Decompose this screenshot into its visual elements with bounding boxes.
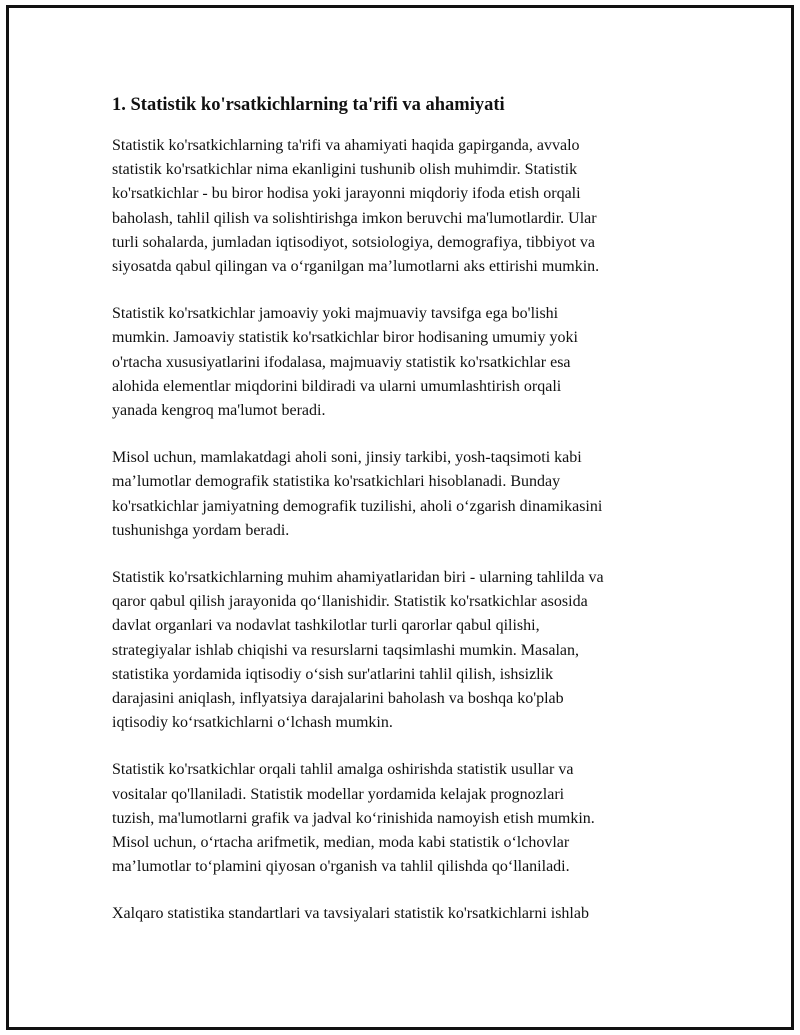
paragraph-1 [112, 134, 692, 279]
document-body [112, 92, 692, 950]
paragraph-line: statistika yordamida iqtisodiy o‘sish sur'atlarini tahlil qilish, ishsizlik [112, 665, 554, 683]
paragraph-line: vositalar qo'llaniladi. Statistik modellar yordamida kelajak prognozlari [112, 785, 565, 803]
paragraph-line: ko'rsatkichlar - bu biror hodisa yoki jarayonni miqdoriy ifoda etish orqali [112, 185, 581, 203]
paragraph-line: turli sohalarda, jumladan iqtisodiyot, sotsiologiya, demografiya, tibbiyot va [112, 233, 596, 251]
paragraph-3 [112, 446, 692, 543]
paragraph-6 [112, 902, 692, 926]
paragraph-line: tushunishga yordam beradi. [112, 521, 290, 539]
paragraph-line: iqtisodiy ko‘rsatkichlarni o‘lchash mumkin. [112, 714, 393, 732]
paragraph-4 [112, 566, 692, 735]
paragraph-line: qaror qabul qilish jarayonida qo‘llanishidir. Statistik ko'rsatkichlar asosida [112, 593, 588, 611]
paragraph-line: siyosatda qabul qilingan va o‘rganilgan ma’lumotlarni aks ettirishi mumkin. [112, 258, 600, 276]
paragraph-line: ma’lumotlar demografik statistika ko'rsatkichlari hisoblanadi. Bunday [112, 473, 561, 491]
paragraph-line: davlat organlari va nodavlat tashkilotlar turli qarorlar qabul qilishi, [112, 617, 540, 635]
paragraph-2 [112, 302, 692, 423]
paragraph-line: darajasini aniqlash, inflyatsiya darajalarini baholash va boshqa ko'plab [112, 690, 564, 708]
paragraph-line: ma’lumotlar to‘plamini qiyosan o'rganish va tahlil qilishda qo‘llaniladi. [112, 858, 570, 876]
paragraph-line: Statistik ko'rsatkichlarning ta'rifi va ahamiyati haqida gapirganda, avvalo [112, 137, 580, 154]
paragraph-line: Misol uchun, o‘rtacha arifmetik, median, moda kabi statistik o‘lchovlar [112, 834, 570, 852]
section-heading: 1. Statistik ko'rsatkichlarning ta'rifi va ahamiyati [112, 95, 505, 115]
paragraph-line: tuzish, ma'lumotlarni grafik va jadval ko‘rinishida namoyish etish mumkin. [112, 809, 595, 827]
paragraph-line: alohida elementlar miqdorini bildiradi va ularni umumlashtirish orqali [112, 377, 562, 395]
paragraph-line: strategiyalar ishlab chiqishi va resurslarni taqsimlashi mumkin. Masalan, [112, 641, 580, 659]
paragraph-line: yanada kengroq ma'lumot beradi. [112, 402, 326, 420]
paragraph-line: statistik ko'rsatkichlar nima ekanligini tushunib olish muhimdir. Statistik [112, 161, 578, 179]
paragraph-line: mumkin. Jamoaviy statistik ko'rsatkichlar biror hodisaning umumiy yoki [112, 329, 578, 347]
paragraph-line: o'rtacha xususiyatlarini ifodalasa, majmuaviy statistik ko'rsatkichlar esa [112, 353, 571, 371]
paragraph-line: baholash, tahlil qilish va solishtirishga imkon beruvchi ma'lumotlardir. Ular [112, 209, 597, 227]
paragraph-line: Misol uchun, mamlakatdagi aholi soni, jinsiy tarkibi, yosh-taqsimoti kabi [112, 449, 582, 467]
paragraph-line: Xalqaro statistika standartlari va tavsiyalari statistik ko'rsatkichlarni ishlab [112, 905, 589, 923]
paragraph-line: Statistik ko'rsatkichlar jamoaviy yoki majmuaviy tavsifga ega bo'lishi [112, 305, 559, 323]
paragraph-line: Statistik ko'rsatkichlar orqali tahlil amalga oshirishda statistik usullar va [112, 761, 574, 779]
paragraph-line: Statistik ko'rsatkichlarning muhim ahamiyatlaridan biri - ularning tahlilda va [112, 569, 604, 587]
paragraph-5 [112, 758, 692, 879]
paragraph-line: ko'rsatkichlar jamiyatning demografik tuzilishi, aholi o‘zgarish dinamikasini [112, 497, 603, 515]
